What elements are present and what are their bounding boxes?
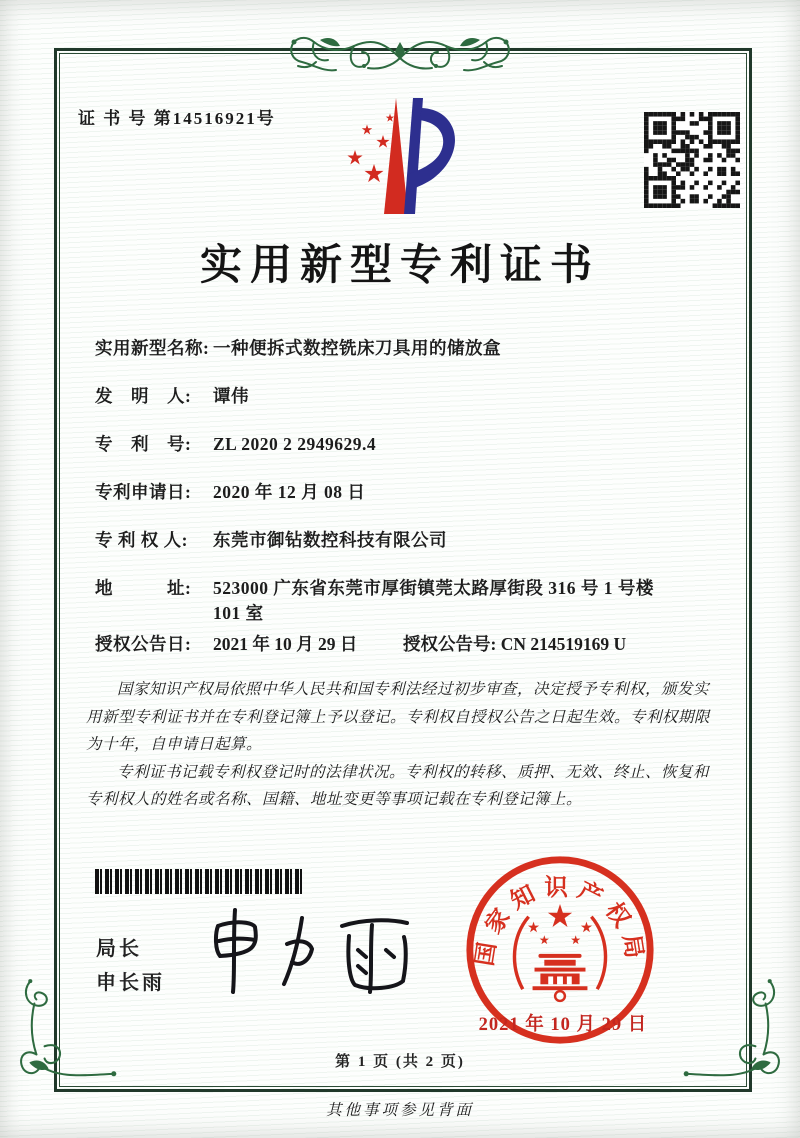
field-label: 专 利 号: xyxy=(95,434,192,454)
commissioner-signature xyxy=(205,892,420,997)
field-value: 523000 广东省东莞市厚街镇莞太路厚街段 316 号 1 号楼 101 室 xyxy=(213,578,654,623)
certificate-title: 实用新型专利证书 xyxy=(199,243,600,289)
field-label: 实用新型名称: xyxy=(95,338,210,358)
field-row-filing-date xyxy=(95,480,675,505)
field-value: 东莞市御钻数控科技有限公司 xyxy=(213,530,447,550)
field-value: 谭伟 xyxy=(213,386,249,406)
seal-date: 2021 年 10 月 29 日 xyxy=(478,1015,648,1035)
qr-code xyxy=(644,112,740,208)
fields-section xyxy=(95,336,675,657)
signer-title: 局长 xyxy=(96,938,142,960)
field-row-name xyxy=(95,336,675,361)
field-value: ZL 2020 2 2949629.4 xyxy=(213,434,377,454)
top-border-ornament-icon xyxy=(280,16,520,86)
field-label: 专利申请日: xyxy=(95,482,192,502)
field-label: 发 明 人: xyxy=(95,386,192,406)
field-row-address xyxy=(95,576,675,626)
certificate-number: 证 书 号 第14516921号 xyxy=(78,109,276,128)
field-row-grant xyxy=(95,632,675,657)
grant-date-value: 2021 年 10 月 29 日 xyxy=(213,634,358,654)
field-value: 2020 年 12 月 08 日 xyxy=(213,482,366,502)
grant-no-value: CN 214519169 U xyxy=(500,634,627,654)
field-row-inventor xyxy=(95,384,675,409)
legal-text xyxy=(86,676,722,814)
cnipa-logo-icon xyxy=(334,92,472,226)
page-footer: 第 1 页 (共 2 页) xyxy=(335,1054,465,1070)
signer-name: 申长雨 xyxy=(96,972,165,994)
field-row-patentee xyxy=(95,528,675,553)
seal-org-text: 国家知识产权局 xyxy=(471,875,649,968)
field-label: 专 利 权 人: xyxy=(95,530,188,550)
field-value: 一种便拆式数控铣床刀具用的储放盒 xyxy=(213,338,501,358)
field-row-patent-no xyxy=(95,432,675,457)
grant-no-label: 授权公告号: xyxy=(403,634,497,654)
barcode xyxy=(95,869,307,894)
grant-no-pair xyxy=(403,632,626,657)
field-label: 授权公告日: xyxy=(95,634,192,654)
field-label: 地 址: xyxy=(95,578,192,598)
bottom-right-ornament-icon xyxy=(674,972,786,1090)
legal-paragraph-2: 专利证书记载专利权登记时的法律状况。专利权的转移、质押、无效、终止、恢复和专利权人的姓名或名称、国籍、地址变更等事项记载在专利登记簿上。 xyxy=(86,763,710,808)
back-side-note: 其他事项参见背面 xyxy=(325,1102,474,1119)
legal-paragraph-1: 国家知识产权局依照中华人民共和国专利法经过初步审查，决定授予专利权，颁发实用新型专利证书并在专利登记簿上予以登记。专利权自授权公告之日起生效。专利权期限为十年，自申请日起算。 xyxy=(86,681,711,753)
